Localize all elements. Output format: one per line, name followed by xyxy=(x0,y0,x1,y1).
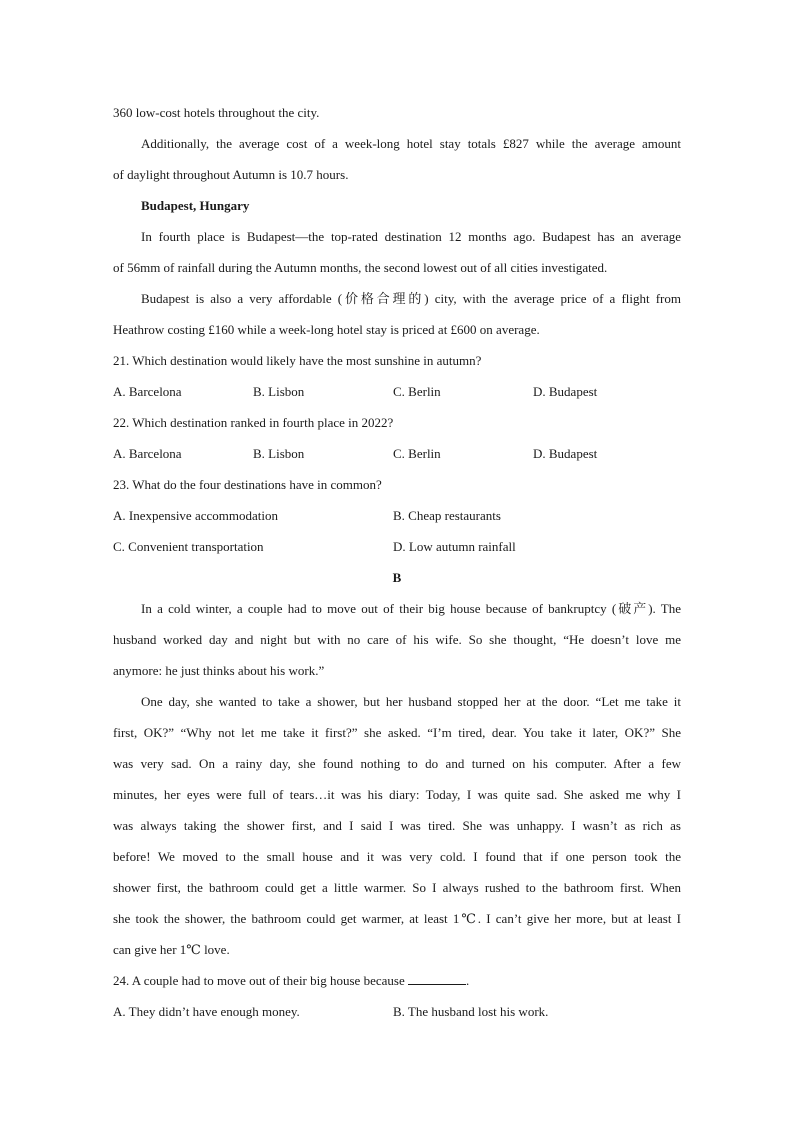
passage-line: Additionally, the average cost of a week-long hotel stay totals £827 while the average amount xyxy=(141,136,681,151)
option-d[interactable]: D. Budapest xyxy=(533,384,598,399)
option-c[interactable]: C. Berlin xyxy=(393,384,441,399)
passage-line: Budapest is also a very affordable (价格合理的) city, with the average price of a flight from xyxy=(141,291,681,306)
question-options xyxy=(113,531,681,562)
question-stem: 23. What do the four destinations have in common? xyxy=(113,477,382,492)
question-options xyxy=(113,996,681,1027)
question-stem-end: . xyxy=(465,973,470,988)
question-stem xyxy=(113,965,681,996)
document-page xyxy=(113,97,681,1027)
option-d[interactable]: D. Budapest xyxy=(533,446,598,461)
option-a[interactable]: A. Barcelona xyxy=(113,384,182,399)
passage-line: of daylight throughout Autumn is 10.7 hours. xyxy=(113,167,349,182)
option-d[interactable]: D. Low autumn rainfall xyxy=(393,539,516,554)
passage-line: was very sad. On a rainy day, she found nothing to do and turned on his computer. After a few xyxy=(113,756,681,771)
option-a[interactable]: A. Barcelona xyxy=(113,446,182,461)
option-c[interactable]: C. Convenient transportation xyxy=(113,539,264,554)
option-b[interactable]: B. Lisbon xyxy=(253,446,305,461)
passage-line: shower first, the bathroom could get a little warmer. So I always rushed to the bathroom first. When xyxy=(113,880,681,895)
option-b[interactable]: B. Cheap restaurants xyxy=(393,508,501,523)
question-stem: 21. Which destination would likely have the most sunshine in autumn? xyxy=(113,353,482,368)
option-a[interactable]: A. Inexpensive accommodation xyxy=(113,508,278,523)
passage-line: anymore: he just thinks about his work.” xyxy=(113,663,325,678)
option-b[interactable]: B. The husband lost his work. xyxy=(393,1004,549,1019)
passage-line: was always taking the shower first, and I said I was tired. She was unhappy. I wasn’t as rich as xyxy=(113,818,681,833)
passage-line: In fourth place is Budapest—the top-rated destination 12 months ago. Budapest has an average xyxy=(141,229,681,244)
question-stem: 22. Which destination ranked in fourth place in 2022? xyxy=(113,415,394,430)
passage-line: of 56mm of rainfall during the Autumn months, the second lowest out of all cities investigated. xyxy=(113,260,608,275)
section-label: B xyxy=(392,570,402,585)
option-b[interactable]: B. Lisbon xyxy=(253,384,305,399)
passage-line: before! We moved to the small house and it was very cold. I found that if one person took the xyxy=(113,849,681,864)
option-c[interactable]: C. Berlin xyxy=(393,446,441,461)
answer-blank[interactable] xyxy=(408,972,466,985)
question-options xyxy=(113,376,681,407)
passage-line: first, OK?” “Why not let me take it first?” she asked. “I’m tired, dear. You take it later, OK?” She xyxy=(113,725,681,740)
passage-line: she took the shower, the bathroom could get warmer, at least 1℃. I can’t give her more, but at least I xyxy=(113,911,681,926)
passage-line: minutes, her eyes were full of tears…it was his diary: Today, I was quite sad. She asked me why I xyxy=(113,787,681,802)
question-stem-text: 24. A couple had to move out of their big house because xyxy=(113,973,408,988)
passage-line: 360 low-cost hotels throughout the city. xyxy=(113,105,320,120)
passage-line: husband worked day and night but with no care of his wife. So she thought, “He doesn’t love me xyxy=(113,632,681,647)
passage-line: can give her 1℃ love. xyxy=(113,942,230,957)
passage-line: Heathrow costing £160 while a week-long hotel stay is priced at £600 on average. xyxy=(113,322,540,337)
question-options xyxy=(113,500,681,531)
option-a[interactable]: A. They didn’t have enough money. xyxy=(113,1004,300,1019)
passage-line: One day, she wanted to take a shower, but her husband stopped her at the door. “Let me take it xyxy=(141,694,681,709)
section-heading: Budapest, Hungary xyxy=(141,198,250,213)
question-options xyxy=(113,438,681,469)
passage-line: In a cold winter, a couple had to move out of their big house because of bankruptcy (破产). The xyxy=(141,601,681,616)
